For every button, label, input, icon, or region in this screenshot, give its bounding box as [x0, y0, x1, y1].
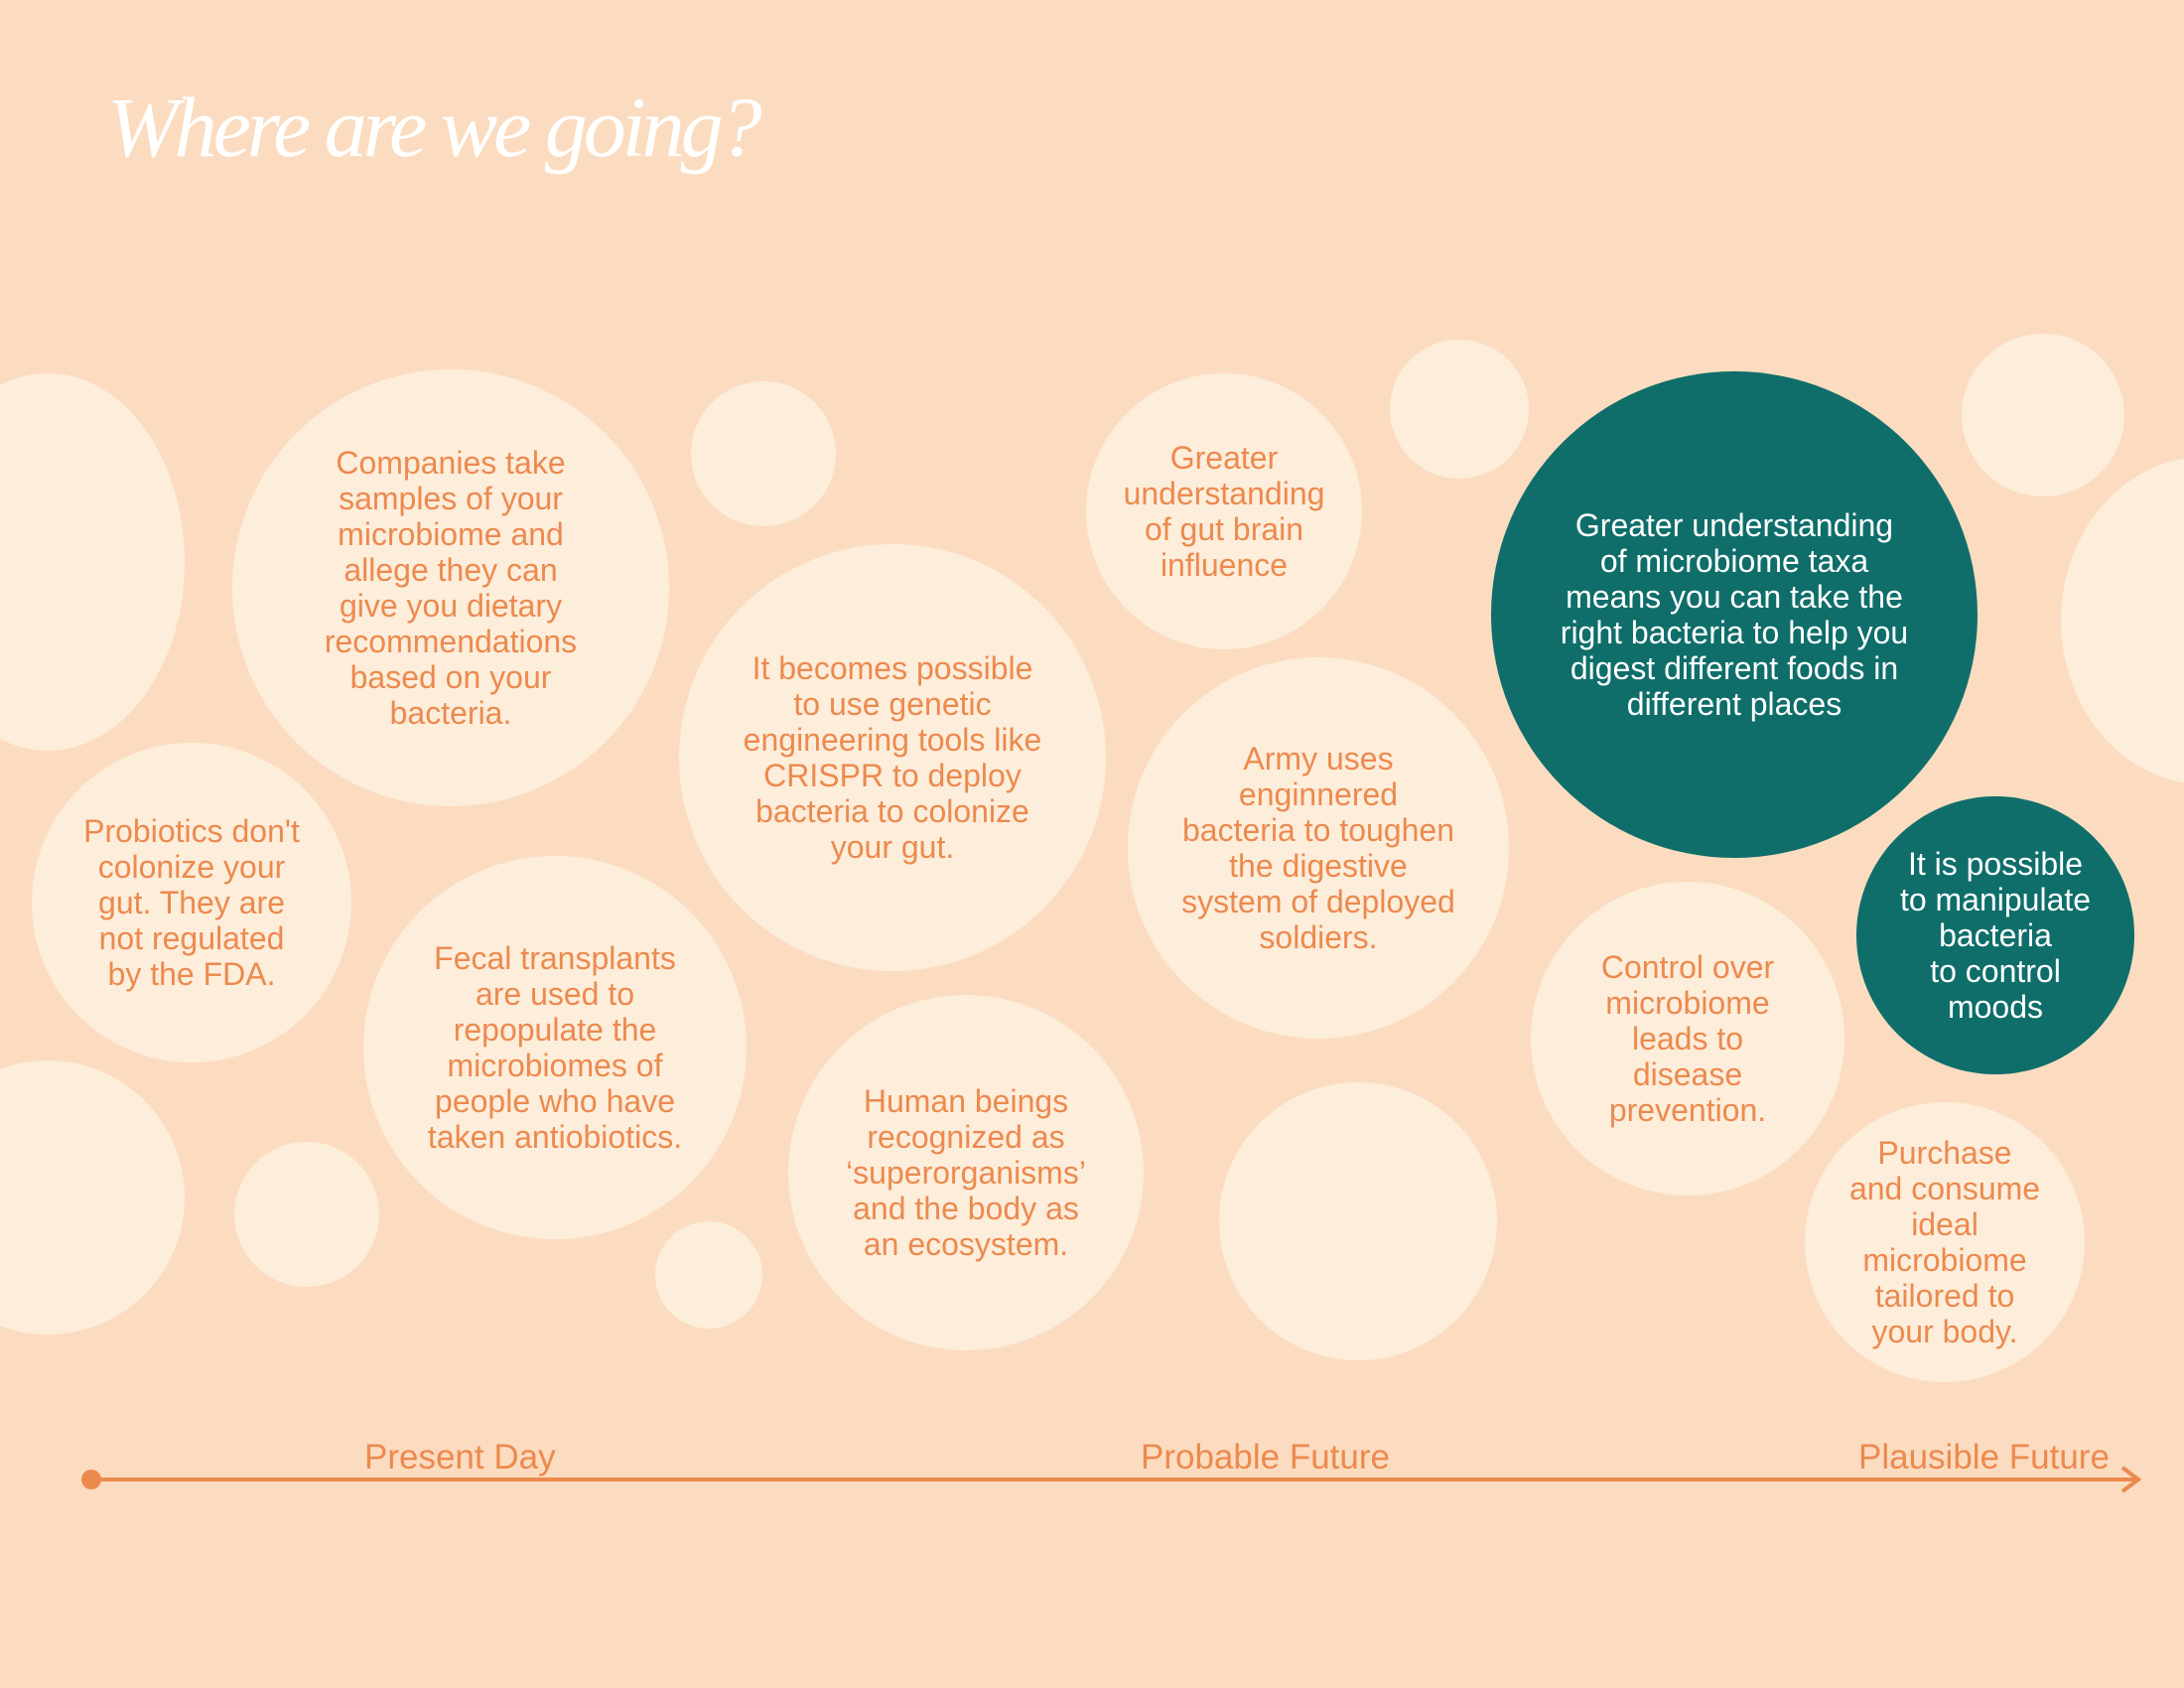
- timeline-label-plausible-future: Plausible Future: [1858, 1438, 2110, 1477]
- bubble-army: [1128, 657, 1509, 1039]
- decorative-bubble: [2061, 457, 2184, 784]
- timeline-start-dot: [81, 1470, 101, 1489]
- bubble-probiotics: [32, 743, 351, 1062]
- bubble-text: Purchase and consume ideal microbiome tailored to your body.: [1848, 1135, 2041, 1349]
- bubble-disease-prevention: [1531, 882, 1844, 1196]
- bubble-text: Greater understanding of gut brain influence: [1123, 440, 1325, 583]
- bubble-crispr: [679, 544, 1106, 971]
- timeline-label-present-day: Present Day: [364, 1438, 556, 1477]
- bubble-fecal-transplants: [363, 856, 747, 1239]
- bubble-control-moods: [1856, 796, 2134, 1074]
- bubble-text: Companies take samples of your microbiome and allege they can give you dietary recommendations based on your bacteria.: [324, 445, 578, 731]
- decorative-bubble: [0, 373, 185, 751]
- decorative-bubble: [655, 1221, 762, 1329]
- bubble-text: Fecal transplants are used to repopulate the microbiomes of people who have taken antiobiotics.: [427, 940, 683, 1155]
- bubble-microbiome-taxa: [1491, 371, 1978, 858]
- page-title: Where are we going?: [107, 79, 758, 175]
- bubble-text: Greater understanding of microbiome taxa means you can take the right bacteria to help you digest different foods in different places: [1560, 507, 1909, 722]
- decorative-bubble: [0, 1060, 185, 1335]
- decorative-bubble: [691, 381, 836, 526]
- bubble-text: Human beings recognized as ‘superorganisms’ and the body as an ecosystem.: [846, 1083, 1086, 1262]
- decorative-bubble: [234, 1142, 379, 1287]
- bubble-companies: [232, 369, 669, 806]
- timeline-label-probable-future: Probable Future: [1141, 1438, 1390, 1477]
- timeline-arrowhead: [2122, 1468, 2138, 1491]
- bubble-superorganisms: [788, 995, 1144, 1350]
- bubble-text: Control over microbiome leads to disease prevention.: [1600, 949, 1775, 1128]
- bubble-gut-brain: [1086, 373, 1362, 649]
- bubble-text: It becomes possible to use genetic engineering tools like CRISPR to deploy bacteria to colonize your gut.: [743, 650, 1042, 865]
- decorative-bubble: [1962, 334, 2124, 496]
- bubble-purchase-microbiome: [1805, 1102, 2085, 1382]
- decorative-bubble: [1390, 340, 1529, 479]
- bubble-text: It is possible to manipulate bacteria to control moods: [1899, 846, 2092, 1025]
- decorative-bubble: [1219, 1082, 1497, 1360]
- bubble-text: Probiotics don't colonize your gut. They are not regulated by the FDA.: [83, 813, 300, 992]
- bubble-text: Army uses enginnered bacteria to toughen the digestive system of deployed soldiers.: [1181, 741, 1455, 955]
